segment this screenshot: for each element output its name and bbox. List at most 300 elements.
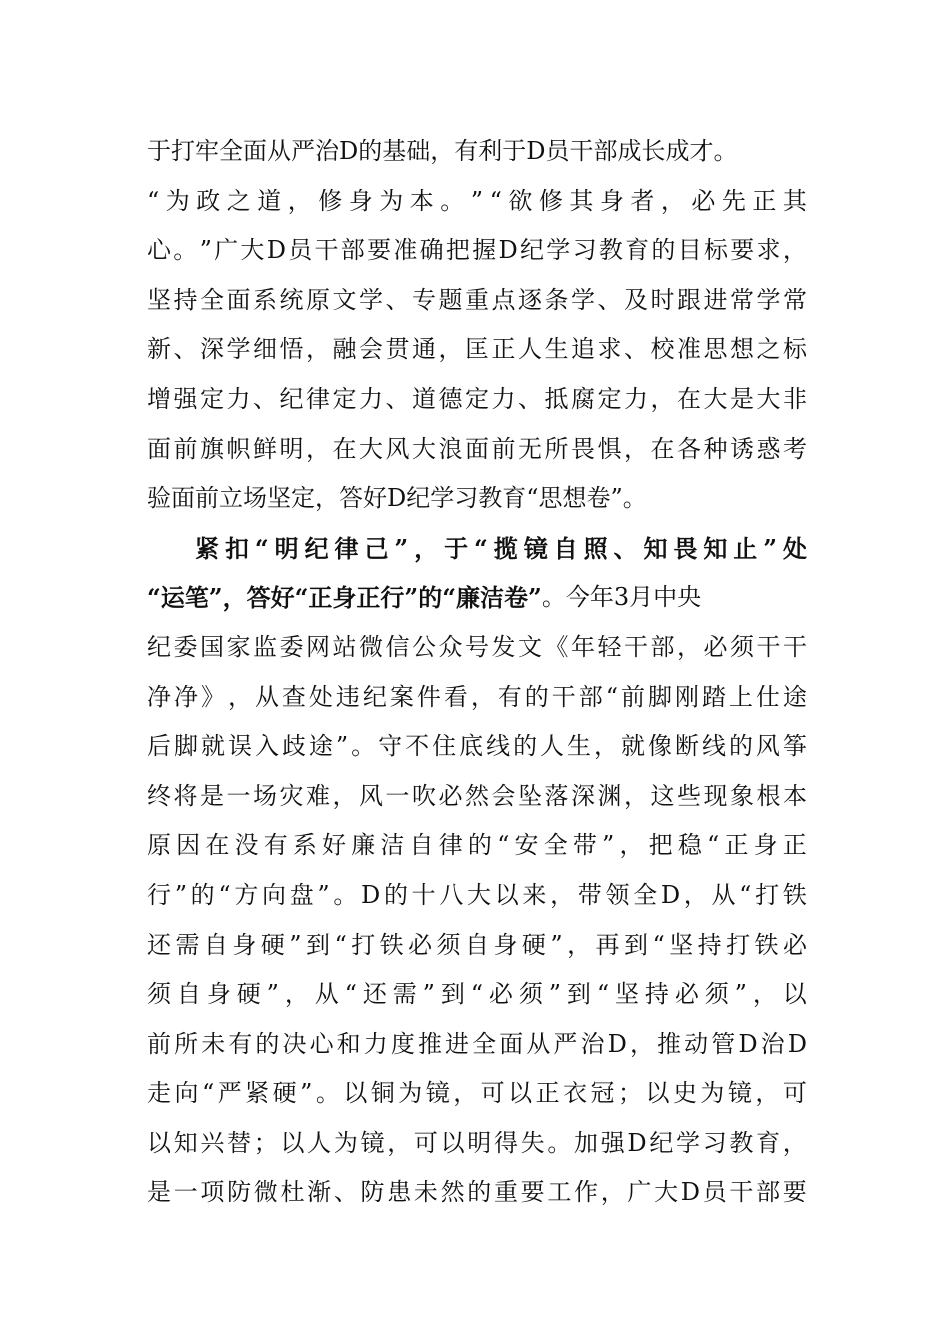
glyph: 看 bbox=[443, 682, 468, 711]
glyph: 欲 bbox=[508, 186, 533, 215]
glyph: 须 bbox=[436, 930, 461, 959]
glyph: 必 bbox=[408, 930, 433, 959]
glyph: D bbox=[627, 1128, 647, 1157]
glyph: 面 bbox=[465, 434, 489, 463]
glyph: 以 bbox=[280, 1128, 305, 1157]
glyph: 、 bbox=[518, 384, 542, 413]
glyph: 防 bbox=[360, 1178, 385, 1207]
glyph: D bbox=[738, 1029, 758, 1058]
glyph: 诱 bbox=[730, 434, 754, 463]
glyph: 、 bbox=[253, 384, 277, 413]
glyph: 跟 bbox=[677, 285, 701, 314]
glyph: 来 bbox=[522, 880, 547, 909]
glyph: 常 bbox=[730, 285, 754, 314]
glyph: 铁 bbox=[754, 930, 779, 959]
glyph: 自 bbox=[203, 930, 228, 959]
glyph: 和 bbox=[336, 1029, 361, 1058]
glyph: 后 bbox=[147, 732, 171, 761]
glyph: 前 bbox=[621, 682, 645, 711]
glyph: 力 bbox=[359, 384, 383, 413]
glyph: 部 bbox=[756, 1178, 781, 1207]
glyph: 未 bbox=[201, 1029, 226, 1058]
glyph: 准 bbox=[393, 236, 418, 265]
glyph: 打 bbox=[755, 880, 780, 909]
glyph: 底 bbox=[459, 732, 484, 761]
glyph: ， bbox=[600, 1178, 625, 1207]
glyph: 动 bbox=[684, 1029, 709, 1058]
glyph: 治 bbox=[580, 1029, 605, 1058]
glyph: ” bbox=[548, 980, 561, 1009]
glyph: 面 bbox=[226, 285, 251, 314]
glyph: 揽 bbox=[493, 533, 518, 563]
glyph: 一 bbox=[173, 1178, 198, 1207]
glyph: “ bbox=[474, 533, 488, 563]
glyph: ； bbox=[253, 1128, 278, 1157]
text-line bbox=[147, 276, 807, 326]
glyph: ， bbox=[550, 880, 575, 909]
glyph: 全 bbox=[543, 831, 568, 860]
glyph: 必 bbox=[691, 186, 716, 215]
glyph: ， bbox=[624, 434, 648, 463]
glyph: 修 bbox=[318, 186, 343, 215]
glyph: 条 bbox=[544, 285, 569, 314]
glyph: 镜 bbox=[523, 533, 548, 563]
glyph: ， bbox=[683, 880, 708, 909]
glyph: 、 bbox=[173, 335, 198, 364]
glyph: 大 bbox=[467, 880, 492, 909]
text-line bbox=[147, 226, 807, 276]
glyph: 紧 bbox=[245, 1079, 270, 1108]
glyph: 鲜 bbox=[253, 434, 277, 463]
glyph: 案 bbox=[389, 682, 414, 711]
glyph: 者 bbox=[630, 186, 655, 215]
glyph: 习 bbox=[702, 1128, 727, 1157]
glyph: 的 bbox=[728, 732, 753, 761]
glyph: 惑 bbox=[756, 434, 781, 463]
glyph: ， bbox=[306, 434, 330, 463]
glyph: 推 bbox=[417, 1029, 442, 1058]
glyph: 轻 bbox=[597, 632, 622, 661]
glyph: 律 bbox=[334, 533, 359, 563]
glyph: 标 bbox=[783, 335, 807, 364]
glyph: 刚 bbox=[674, 682, 699, 711]
glyph: 风 bbox=[755, 732, 780, 761]
glyph: 干 bbox=[783, 632, 807, 661]
glyph: 史 bbox=[672, 1079, 697, 1108]
glyph: 风 bbox=[359, 781, 383, 810]
glyph: 从 bbox=[254, 682, 279, 711]
glyph: ， bbox=[287, 186, 312, 215]
glyph: 生 bbox=[567, 732, 592, 761]
glyph: 己 bbox=[364, 533, 389, 563]
glyph: 持 bbox=[644, 980, 669, 1009]
glyph: 其 bbox=[569, 186, 594, 215]
paragraph-1 bbox=[147, 127, 807, 524]
glyph: 、 bbox=[385, 384, 410, 413]
glyph: 正 bbox=[782, 831, 807, 860]
text-segment: 。今年3月中央 bbox=[541, 583, 702, 612]
glyph: 将 bbox=[173, 781, 198, 810]
glyph: 深 bbox=[571, 781, 595, 810]
glyph: 严 bbox=[217, 1079, 242, 1108]
glyph: 然 bbox=[465, 781, 489, 810]
glyph: 入 bbox=[254, 732, 279, 761]
glyph: 加 bbox=[574, 1128, 598, 1157]
glyph: 文 bbox=[332, 285, 357, 314]
glyph: 是 bbox=[200, 781, 224, 810]
glyph: 。 bbox=[315, 1079, 340, 1108]
glyph: 度 bbox=[390, 1029, 415, 1058]
glyph: 必 bbox=[783, 930, 807, 959]
glyph: 管 bbox=[711, 1029, 736, 1058]
glyph: 通 bbox=[412, 335, 436, 364]
glyph: 本 bbox=[409, 186, 434, 215]
glyph: ” bbox=[734, 980, 747, 1009]
glyph: 持 bbox=[173, 285, 198, 314]
text-line bbox=[147, 722, 807, 772]
glyph: 为 bbox=[379, 186, 404, 215]
glyph: ” bbox=[602, 831, 615, 860]
glyph: 场 bbox=[253, 781, 277, 810]
glyph: 求 bbox=[756, 236, 781, 265]
glyph: ” bbox=[289, 930, 302, 959]
text-line bbox=[147, 871, 807, 921]
glyph: “ bbox=[605, 682, 619, 711]
glyph: 需 bbox=[392, 980, 417, 1009]
glyph: 以 bbox=[147, 1128, 171, 1157]
glyph: 追 bbox=[571, 335, 595, 364]
glyph: ， bbox=[650, 384, 675, 413]
glyph: 纪 bbox=[362, 682, 387, 711]
glyph: 纪 bbox=[279, 384, 304, 413]
glyph: ， bbox=[414, 533, 439, 563]
glyph: 安 bbox=[514, 831, 539, 860]
glyph: 目 bbox=[677, 236, 702, 265]
glyph: ， bbox=[782, 236, 807, 265]
glyph: 育 bbox=[625, 236, 650, 265]
glyph: 强 bbox=[173, 384, 198, 413]
glyph: 知 bbox=[173, 1128, 198, 1157]
glyph: 、 bbox=[385, 285, 410, 314]
glyph: 重 bbox=[493, 1178, 518, 1207]
glyph: 镜 bbox=[727, 1079, 752, 1108]
glyph: 脚 bbox=[173, 732, 198, 761]
glyph: 学 bbox=[676, 1128, 700, 1157]
glyph: 方 bbox=[234, 880, 259, 909]
glyph: D bbox=[361, 880, 381, 909]
glyph: ” bbox=[317, 880, 330, 909]
glyph: ， bbox=[438, 335, 463, 364]
glyph: 就 bbox=[200, 732, 225, 761]
glyph: 系 bbox=[253, 285, 277, 314]
glyph: ， bbox=[752, 980, 777, 1009]
glyph: ， bbox=[453, 1079, 478, 1108]
glyph: 自 bbox=[465, 930, 489, 959]
glyph: 发 bbox=[491, 632, 516, 661]
glyph: 旗 bbox=[200, 434, 224, 463]
glyph: 身 bbox=[206, 980, 231, 1009]
glyph: 到 bbox=[306, 930, 330, 959]
glyph: 以 bbox=[508, 1079, 533, 1108]
glyph: 广 bbox=[627, 1178, 652, 1207]
glyph: 盘 bbox=[289, 880, 314, 909]
glyph: 没 bbox=[234, 831, 259, 860]
glyph: 深 bbox=[200, 335, 224, 364]
glyph: 握 bbox=[472, 236, 497, 265]
glyph: 然 bbox=[440, 1178, 465, 1207]
glyph: 纪 bbox=[304, 533, 329, 563]
glyph: 打 bbox=[726, 930, 751, 959]
glyph: 得 bbox=[493, 1128, 518, 1157]
glyph: 要 bbox=[730, 236, 755, 265]
glyph: 十 bbox=[411, 880, 436, 909]
glyph: 公 bbox=[412, 632, 436, 661]
glyph: 须 bbox=[704, 980, 729, 1009]
glyph: 校 bbox=[650, 335, 675, 364]
glyph: 干 bbox=[314, 236, 339, 265]
glyph: 要 bbox=[782, 1178, 807, 1207]
glyph: 员 bbox=[288, 236, 313, 265]
glyph: 定 bbox=[465, 384, 489, 413]
glyph: 准 bbox=[677, 335, 701, 364]
glyph: 畏 bbox=[571, 434, 595, 463]
glyph: ” bbox=[199, 236, 212, 265]
glyph: “ bbox=[470, 980, 483, 1009]
glyph: 畏 bbox=[673, 533, 698, 563]
glyph: 镜 bbox=[360, 1128, 385, 1157]
glyph: 不 bbox=[405, 732, 430, 761]
glyph: 学 bbox=[546, 236, 571, 265]
glyph: 处 bbox=[782, 533, 807, 563]
glyph: ” bbox=[470, 186, 484, 215]
text-line bbox=[147, 177, 807, 227]
glyph: ， bbox=[306, 335, 330, 364]
glyph: 在 bbox=[205, 831, 230, 860]
glyph: 铁 bbox=[782, 880, 807, 909]
glyph: 想 bbox=[730, 335, 754, 364]
glyph: 误 bbox=[227, 732, 252, 761]
glyph: D bbox=[787, 1029, 807, 1058]
glyph: 干 bbox=[729, 1178, 754, 1207]
glyph: 的 bbox=[255, 1029, 280, 1058]
glyph: 渊 bbox=[597, 781, 622, 810]
glyph: 为 bbox=[700, 1079, 725, 1108]
glyph: 力 bbox=[363, 1029, 388, 1058]
glyph: 行 bbox=[147, 880, 171, 909]
glyph: 教 bbox=[598, 236, 623, 265]
glyph: ， bbox=[619, 831, 644, 860]
glyph: 以 bbox=[494, 880, 519, 909]
glyph: ； bbox=[618, 1079, 642, 1108]
glyph: 的 bbox=[467, 1178, 492, 1207]
glyph: 干 bbox=[624, 632, 648, 661]
glyph: 系 bbox=[292, 831, 317, 860]
glyph: 。 bbox=[547, 1128, 572, 1157]
glyph: 纪 bbox=[147, 632, 171, 661]
glyph: 在 bbox=[650, 434, 675, 463]
glyph: 以 bbox=[645, 1079, 670, 1108]
glyph: 帜 bbox=[226, 434, 251, 463]
glyph: 仕 bbox=[755, 682, 780, 711]
glyph: 须 bbox=[518, 980, 543, 1009]
glyph: 信 bbox=[385, 632, 410, 661]
glyph: 抵 bbox=[544, 384, 569, 413]
glyph: 还 bbox=[147, 930, 171, 959]
text-line bbox=[147, 1069, 807, 1119]
glyph: 从 bbox=[314, 980, 339, 1009]
glyph: 向 bbox=[174, 1079, 199, 1108]
glyph: 本 bbox=[783, 781, 807, 810]
glyph: 力 bbox=[226, 384, 251, 413]
glyph: 向 bbox=[262, 880, 286, 909]
glyph: 进 bbox=[445, 1029, 470, 1058]
glyph: 到 bbox=[566, 980, 591, 1009]
glyph: 匡 bbox=[465, 335, 489, 364]
glyph: 要 bbox=[520, 1178, 545, 1207]
glyph: “ bbox=[497, 831, 510, 860]
glyph: 可 bbox=[480, 1079, 505, 1108]
glyph: 的 bbox=[524, 682, 549, 711]
glyph: 。 bbox=[173, 236, 198, 265]
glyph: 部 bbox=[650, 632, 675, 661]
glyph: 衣 bbox=[563, 1079, 588, 1108]
glyph: 处 bbox=[308, 682, 333, 711]
glyph: 学 bbox=[359, 285, 383, 314]
glyph: 途 bbox=[782, 682, 807, 711]
glyph: ， bbox=[227, 682, 252, 711]
glyph: 以 bbox=[343, 1079, 368, 1108]
glyph: 镜 bbox=[425, 1079, 450, 1108]
glyph: 身 bbox=[599, 186, 624, 215]
glyph: 违 bbox=[335, 682, 360, 711]
glyph: 微 bbox=[253, 1178, 278, 1207]
glyph: 必 bbox=[438, 781, 463, 810]
glyph: 净 bbox=[173, 682, 198, 711]
text-line: 验面前立场坚定，答好D纪学习教育“思想卷”。 bbox=[147, 484, 647, 513]
glyph: 领 bbox=[605, 880, 630, 909]
glyph: 正 bbox=[752, 186, 777, 215]
glyph: 项 bbox=[200, 1178, 225, 1207]
glyph: 有 bbox=[228, 1029, 253, 1058]
glyph: 须 bbox=[147, 980, 171, 1009]
glyph: 冠 bbox=[590, 1079, 615, 1108]
glyph: 到 bbox=[440, 980, 465, 1009]
glyph: 》 bbox=[200, 682, 225, 711]
glyph: 政 bbox=[196, 186, 221, 215]
glyph: 还 bbox=[362, 980, 387, 1009]
glyph: 。 bbox=[440, 186, 465, 215]
glyph: D bbox=[660, 880, 681, 909]
glyph: 洁 bbox=[380, 831, 405, 860]
glyph: 治 bbox=[760, 1029, 785, 1058]
glyph: 防 bbox=[227, 1178, 252, 1207]
glyph: 习 bbox=[572, 236, 597, 265]
glyph: 兴 bbox=[200, 1128, 225, 1157]
glyph: 修 bbox=[538, 186, 563, 215]
glyph: 求 bbox=[597, 335, 622, 364]
glyph: 力 bbox=[491, 384, 516, 413]
glyph: 大 bbox=[654, 1178, 679, 1207]
glyph: 推 bbox=[657, 1029, 682, 1058]
glyph: 坚 bbox=[615, 980, 639, 1009]
glyph: D bbox=[680, 1178, 700, 1207]
glyph: 干 bbox=[551, 682, 576, 711]
glyph: 身 bbox=[493, 930, 518, 959]
glyph: 为 bbox=[398, 1079, 423, 1108]
glyph: 到 bbox=[624, 930, 648, 959]
glyph: 的 bbox=[190, 880, 215, 909]
glyph: 身 bbox=[348, 186, 373, 215]
glyph: 学 bbox=[226, 335, 251, 364]
glyph: 原 bbox=[147, 831, 171, 860]
glyph: ， bbox=[629, 1029, 654, 1058]
glyph: 难 bbox=[306, 781, 330, 810]
glyph: 一 bbox=[226, 781, 251, 810]
glyph: 坠 bbox=[518, 781, 542, 810]
glyph: 考 bbox=[783, 434, 807, 463]
glyph: 知 bbox=[703, 533, 728, 563]
glyph: 硬 bbox=[236, 980, 261, 1009]
glyph: ” bbox=[174, 880, 187, 909]
glyph: ， bbox=[470, 682, 495, 711]
glyph: 学 bbox=[571, 285, 595, 314]
glyph: 扣 bbox=[224, 533, 249, 563]
text-line bbox=[147, 921, 807, 971]
glyph: 风 bbox=[385, 434, 410, 463]
glyph: ” bbox=[266, 980, 279, 1009]
glyph: 纪 bbox=[520, 236, 544, 265]
text-line bbox=[147, 970, 807, 1020]
glyph: 把 bbox=[445, 236, 470, 265]
glyph: 正 bbox=[491, 335, 516, 364]
glyph: D bbox=[607, 1029, 627, 1058]
glyph: ” bbox=[550, 930, 563, 959]
glyph: 会 bbox=[359, 335, 383, 364]
glyph: ， bbox=[332, 781, 357, 810]
glyph: 渐 bbox=[307, 1178, 332, 1207]
glyph: 身 bbox=[753, 831, 778, 860]
glyph: 可 bbox=[413, 1128, 438, 1157]
glyph: 明 bbox=[467, 1128, 492, 1157]
glyph: 定 bbox=[332, 384, 357, 413]
glyph: 人 bbox=[540, 732, 565, 761]
glyph: 坚 bbox=[669, 930, 694, 959]
glyph: 硬 bbox=[272, 1079, 297, 1108]
glyph: 守 bbox=[378, 732, 403, 761]
glyph: 住 bbox=[432, 732, 457, 761]
glyph: 替 bbox=[227, 1128, 252, 1157]
glyph: 确 bbox=[419, 236, 444, 265]
glyph: 、 bbox=[624, 335, 648, 364]
glyph: 杜 bbox=[280, 1178, 305, 1207]
glyph: ” bbox=[422, 980, 435, 1009]
text-line bbox=[147, 673, 807, 723]
glyph: 逐 bbox=[518, 285, 542, 314]
glyph: 自 bbox=[409, 831, 434, 860]
glyph: D bbox=[266, 236, 286, 265]
heading-continuation-line bbox=[147, 573, 807, 623]
glyph: 必 bbox=[674, 980, 699, 1009]
glyph: 为 bbox=[165, 186, 190, 215]
glyph: 带 bbox=[572, 831, 597, 860]
glyph: 道 bbox=[257, 186, 282, 215]
glyph: 育 bbox=[756, 1128, 781, 1157]
text-line bbox=[147, 325, 807, 375]
paragraph-2 bbox=[147, 524, 807, 1218]
text-line bbox=[147, 1168, 807, 1218]
glyph: 要 bbox=[367, 236, 392, 265]
glyph: 照 bbox=[583, 533, 608, 563]
